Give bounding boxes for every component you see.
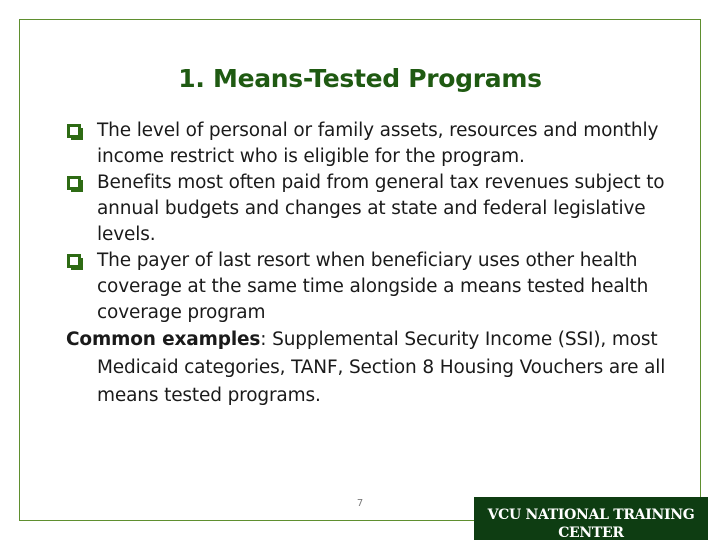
common-examples [66,326,666,410]
bullet-item [66,248,666,326]
bullet-item [66,170,666,248]
page-number: 7 [356,498,364,509]
slide-title: 1. Means-Tested Programs [178,64,542,93]
bullet-item [66,118,666,170]
logo-text: VCU NATIONAL TRAINING CENTER [487,507,695,540]
checkbox-bullet-icon [67,124,81,138]
bullet-text: Benefits most often paid from general tax revenues subject to annual budgets and changes at state and federal legislative levels. [97,172,665,245]
bullet-text: The payer of last resort when beneficiary uses other health coverage at the same time alongside a means tested health coverage program [97,250,649,323]
bullet-text: The level of personal or family assets, resources and monthly income restrict who is eligible for the program. [97,120,659,167]
vcu-logo-banner [474,497,708,540]
slide-content [66,118,666,410]
checkbox-bullet-icon [67,254,81,268]
examples-text: : Supplemental Security Income (SSI), most Medicaid categories, TANF, Section 8 Housing Vouchers are all means tested programs. [97,329,666,406]
checkbox-bullet-icon [67,176,81,190]
examples-label: Common examples [66,329,261,350]
